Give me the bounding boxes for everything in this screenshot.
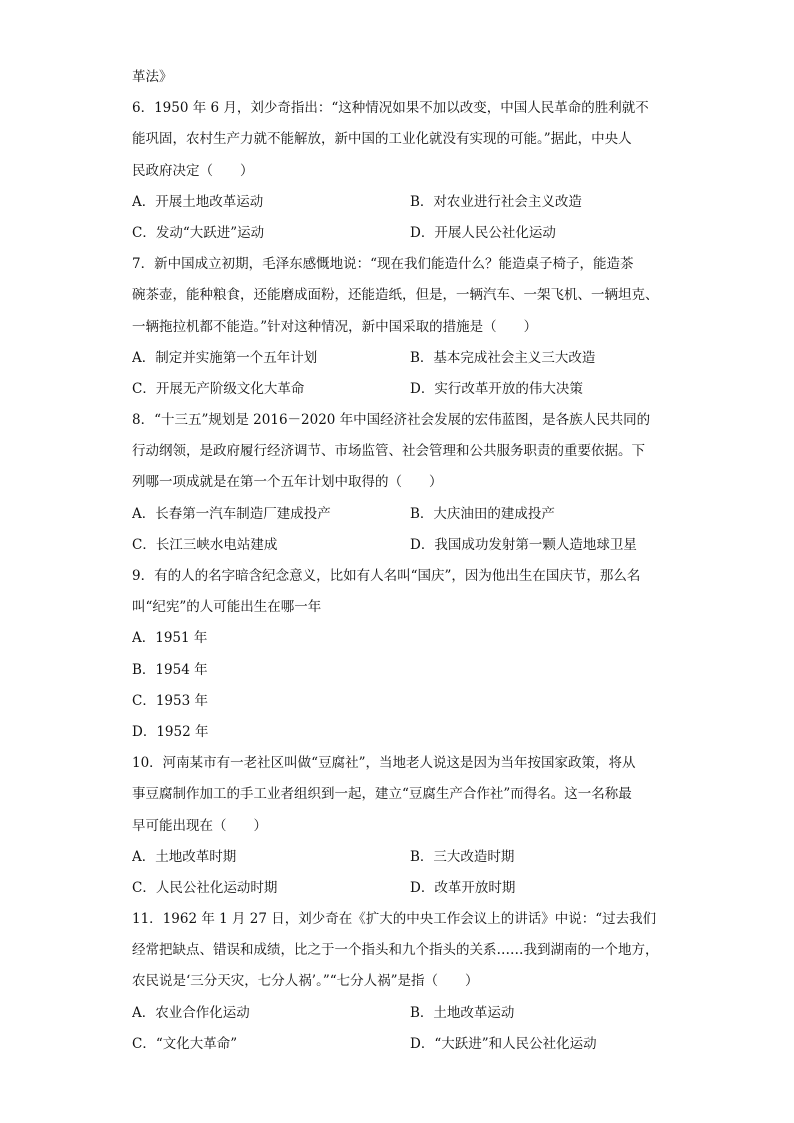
- question-stem-line: 11．1962 年 1 月 27 日，刘少奇在《扩大的中央工作会议上的讲话》中说：“过去我们: [132, 911, 657, 928]
- question-6: [132, 93, 664, 249]
- option-a: A．长春第一汽车制造厂建成投产: [132, 505, 331, 522]
- question-stem-line: 8．“十三五”规划是 2016－2020 年中国经济社会发展的宏伟蓝图，是各族人民共同的: [132, 412, 651, 429]
- carryover-text: 革法》: [132, 69, 173, 85]
- option-b: B．基本完成社会主义三大改造: [410, 349, 596, 366]
- question-stem-line: 10．河南某市有一老社区叫做“豆腐社”，当地老人说这是因为当年按国家政策，将从: [132, 755, 636, 772]
- question-stem-line: 能巩固，农村生产力就不能解放，新中国的工业化就没有实现的可能。”据此，中央人: [132, 131, 632, 148]
- option-row: [132, 218, 664, 249]
- option-row: [132, 1029, 664, 1060]
- option-c: C．开展无产阶级文化大革命: [132, 380, 305, 397]
- option-c: C．“文化大革命”: [132, 1035, 238, 1052]
- option-b: B．对农业进行社会主义改造: [410, 193, 582, 210]
- option-d: D．开展人民公社化运动: [410, 224, 556, 241]
- question-stem-line: 行动纲领，是政府履行经济调节、市场监管、社会管理和公共服务职责的重要依据。下: [132, 443, 645, 460]
- question-stem-line: 早可能出现在（ ）: [132, 817, 267, 834]
- option-b: B．土地改革运动: [410, 1004, 515, 1021]
- question-stem-line: 列哪一项成就是在第一个五年计划中取得的（ ）: [132, 474, 443, 491]
- question-stem-line: 民政府决定（ ）: [132, 162, 254, 179]
- option-row: [132, 998, 664, 1029]
- question-7: [132, 249, 664, 405]
- option-c: C．发动“大跃进”运动: [132, 224, 265, 241]
- option-c: C．长江三峡水电站建成: [132, 536, 278, 553]
- option-b: B．1954 年: [132, 661, 208, 678]
- option-a: A．农业合作化运动: [132, 1004, 250, 1021]
- question-9: [132, 561, 664, 748]
- option-a: A．开展土地改革运动: [132, 193, 264, 210]
- option-d: D．实行改革开放的伟大决策: [410, 380, 583, 397]
- question-stem-line: 叫“纪宪”的人可能出生在哪一年: [132, 599, 322, 616]
- option-row: [132, 530, 664, 561]
- question-stem-line: 经常把缺点、错误和成绩，比之于一个指头和九个指头的关系……我到湖南的一个地方，: [132, 942, 659, 959]
- question-10: [132, 748, 664, 904]
- question-stem-line: 农民说是‘三分天灾，七分人祸’。”“七分人祸”是指（ ）: [132, 973, 479, 990]
- question-8: [132, 405, 664, 561]
- question-stem-line: 一辆拖拉机都不能造。”针对这种情况，新中国采取的措施是（ ）: [132, 318, 538, 335]
- option-row: [132, 842, 664, 873]
- question-11: [132, 904, 664, 1060]
- option-row: [132, 499, 664, 530]
- question-stem-line: 9．有的人的名字暗含纪念意义，比如有人名叫“国庆”，因为他出生在国庆节，那么名: [132, 568, 641, 584]
- option-row: [132, 343, 664, 374]
- option-d: D．1952 年: [132, 723, 209, 740]
- option-b: B．三大改造时期: [410, 848, 515, 865]
- question-stem-line: 碗茶壶，能种粮食，还能磨成面粉，还能造纸，但是，一辆汽车、一架飞机、一辆坦克、: [132, 287, 659, 304]
- question-stem-line: 事豆腐制作加工的手工业者组织到一起，建立“豆腐生产合作社”而得名。这一名称最: [132, 786, 632, 803]
- question-list: [132, 62, 664, 1060]
- option-row: [132, 187, 664, 218]
- option-c: C．人民公社化运动时期: [132, 879, 278, 896]
- question-stem-line: 6．1950 年 6 月，刘少奇指出：“这种情况如果不加以改变，中国人民革命的胜利就不: [132, 100, 649, 117]
- option-a: A．1951 年: [132, 630, 208, 647]
- option-b: B．大庆油田的建成投产: [410, 505, 555, 522]
- question-stem-line: 7．新中国成立初期，毛泽东感慨地说：“现在我们能造什么？能造桌子椅子，能造茶: [132, 256, 634, 273]
- option-d: D．改革开放时期: [410, 879, 516, 896]
- option-c: C．1953 年: [132, 692, 208, 709]
- option-d: D．我国成功发射第一颗人造地球卫星: [410, 536, 637, 553]
- option-a: A．制定并实施第一个五年计划: [132, 349, 318, 366]
- option-d: D．“大跃进”和人民公社化运动: [410, 1035, 597, 1052]
- option-a: A．土地改革时期: [132, 848, 237, 865]
- option-row: [132, 873, 664, 904]
- option-row: [132, 374, 664, 405]
